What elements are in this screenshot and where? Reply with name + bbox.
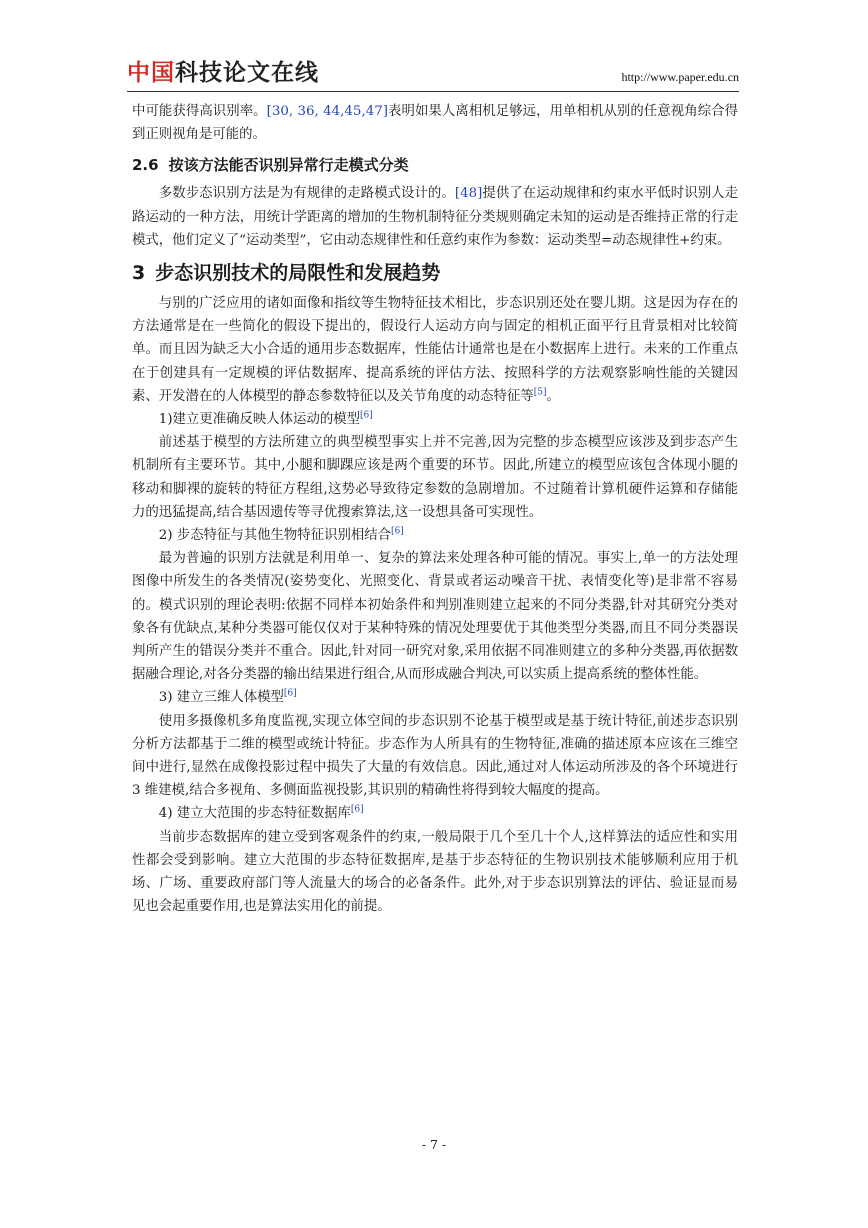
- logo-red-part: 中国: [127, 60, 175, 86]
- text: 表明如果人离相机足够远，用单相机从别的任意视角综合得到正则视角是可能的。: [132, 104, 739, 143]
- citation-link[interactable]: [30, 36, 44,45,47]: [266, 104, 388, 119]
- list-item-heading: [132, 408, 738, 431]
- citation-link[interactable]: [6]: [283, 689, 297, 699]
- citation-link[interactable]: [6]: [360, 410, 373, 421]
- paragraph: [132, 182, 738, 252]
- list-item-heading: [132, 802, 738, 825]
- logo-dark-part: 科技论文在线: [175, 60, 319, 86]
- paragraph-continued: [132, 100, 738, 146]
- paragraph: [132, 292, 738, 408]
- paragraph: 前述基于模型的方法所建立的典型模型事实上并不完善,因为完整的步态模型应该涉及到步态产生机制所有主要环节。其中,小腿和脚踝应该是两个重要的环节。因此,所建立的模型应该包含体现小腿的移动和脚裸的旋转的特征方程组,这势必导致待定参数的急剧增加。不过随着计算机硬件运算和存储能力的迅猛提高,结合基因遗传等寻优搜索算法,这一设想具备可实现性。: [132, 435, 738, 520]
- page-number: - 7 -: [421, 1137, 447, 1152]
- section-heading-2-6: [132, 152, 738, 178]
- citation-link[interactable]: [5]: [533, 387, 547, 398]
- section-number: 3: [132, 262, 146, 285]
- list-item-heading: [132, 686, 738, 709]
- item-label: 2) 步态特征与其他生物特征识别相结合: [158, 528, 392, 544]
- citation-link[interactable]: [6]: [391, 526, 404, 537]
- list-item-heading: [132, 524, 738, 547]
- citation-link[interactable]: [48]: [454, 186, 483, 202]
- section-title: 按该方法能否识别异常行走模式分类: [168, 156, 409, 175]
- section-heading-3: [132, 258, 738, 288]
- item-label: 3) 建立三维人体模型: [158, 690, 284, 706]
- text: 中可能获得高识别率。: [132, 104, 267, 119]
- header-url[interactable]: http://www.paper.edu.cn: [621, 70, 739, 84]
- paragraph: 最为普遍的识别方法就是利用单一、复杂的算法来处理各种可能的情况。事实上,单一的方法处理图像中所发生的各类情况(姿势变化、光照变化、背景或者运动噪音干扰、表情变化等)是非常不容易的。模式识别的理论表明:依据不同样本初始条件和判别准则建立起来的不同分类器,针对其研究分类对象各有优缺点,某种分类器可能仅仅对于某种特殊的情况处理要优于其他类型分类器,而且不同分类器误判所产生的错误分类并不重合。因此,针对同一研究对象,采用依据不同准则建立的多种分类器,再依据数据融合理论,对各分类器的输出结果进行组合,从而形成融合判决,可以实质上提高系统的整体性能。: [132, 551, 738, 683]
- header-rule: [127, 91, 739, 92]
- section-title: 步态识别技术的局限性和发展趋势: [155, 262, 441, 285]
- site-logo: [127, 58, 319, 88]
- text: 与别的广泛应用的诸如面像和指纹等生物特征技术相比，步态识别还处在婴儿期。这是因为存在的方法通常是在一些简化的假设下提出的，假设行人运动方向与固定的相机正面平行且背景相对比较简单。而且因为缺乏大小合适的通用步态数据库，性能估计通常也是在小数据库上进行。未来的工作重点在于创建具有一定规模的评估数据库、提高系统的评估方法、按照科学的方法观察影响性能的关键因素、开发潜在的人体模型的静态参数特征以及关节角度的动态特征等: [132, 296, 738, 404]
- page-header: [127, 58, 739, 90]
- text: 提供了在运动规律和约束水平低时识别人走路运动的一种方法，用统计学距离的增加的生物机制特征分类规则确定未知的运动是否维持正常的行走模式，他们定义了“运动类型”，它由动态规律性和任意约束作为参数：运动类型=动态规律性+约束。: [132, 186, 739, 248]
- citation-link[interactable]: [6]: [350, 805, 364, 816]
- item-label: 1)建立更准确反映人体运动的模型: [158, 412, 361, 428]
- paragraph: 使用多摄像机多角度监视,实现立体空间的步态识别不论基于模型或是基于统计特征,前述步态识别分析方法都基于二维的模型或统计特征。步态作为人所具有的生物特征,准确的描述原本应该在三维空间中进行,显然在成像投影过程中损失了大量的有效信息。因此,通过对人体运动所涉及的各个环境进行 3 维建模,结合多视角、多侧面监视投影,其识别的精确性将得到较大幅度的提高。: [132, 713, 738, 799]
- text: 多数步态识别方法是为有规律的走路模式设计的。: [158, 186, 455, 202]
- item-label: 4) 建立大范围的步态特征数据库: [158, 806, 351, 822]
- section-number: 2.6: [132, 156, 159, 175]
- text: 。: [546, 388, 560, 404]
- main-content: [132, 100, 738, 919]
- paragraph: 当前步态数据库的建立受到客观条件的约束,一般局限于几个至几十个人,这样算法的适应性和实用性都会受到影响。建立大范围的步态特征数据库,是基于步态特征的生物识别技术能够顺利应用于机场、广场、重要政府部门等人流量大的场合的必备条件。此外,对于步态识别算法的评估、验证显而易见也会起重要作用,也是算法实用化的前提。: [132, 829, 738, 915]
